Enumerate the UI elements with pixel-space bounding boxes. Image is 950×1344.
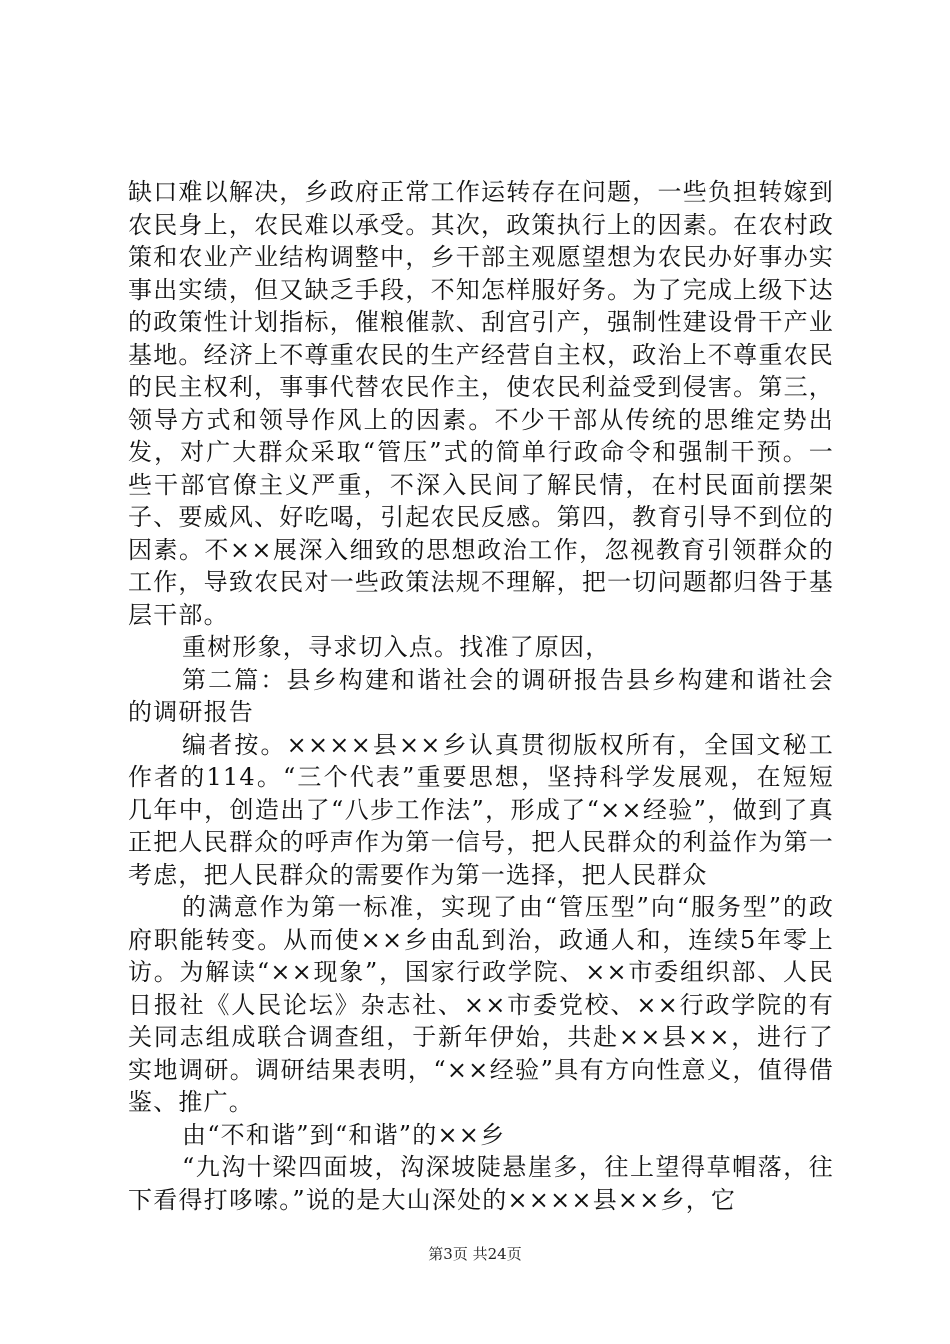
paragraph-editor-note: 编者按。××××县××乡认真贯彻版权所有，全国文秘工作者的114。“三个代表”重要思想，坚持科学发展观，在短短几年中，创造出了“八步工作法”，形成了“××经验”，做到了真正把人民群众的呼声作为第一信号，把人民群众的利益作为第一考虑，把人民群众的需要作为第一选择，把人民群众 xyxy=(128,730,834,889)
paragraph-rebuild-image: 重树形象，寻求切入点。找准了原因， xyxy=(182,633,611,661)
paragraph-causes: 缺口难以解决，乡政府正常工作运转存在问题，一些负担转嫁到农民身上，农民难以承受。其次，政策执行上的因素。在农村政策和农业产业结构调整中，乡干部主观愿望想为农民办好事办实事出实绩，但又缺乏手段，不知怎样服好务。为了完成上级下达的政策性计划指标，催粮催款、刮宫引产，强制性建设骨干产业基地。经济上不尊重农民的生产经营自主权，政治上不尊重农民的民主权利，事事代替农民作主，使农民利益受到侵害。第三，领导方式和领导作风上的因素。不少干部从传统的思维定势出发，对广大群众采取“管压”式的简单行政命令和强制干预。一些干部官僚主义严重，不深入民间了解民情，在村民面前摆架子、要威风、好吃喝，引起农民反感。第四，教育引导不到位的因素。不××展深入细致的思想政治工作，忽视教育引领群众的工作，导致农民对一些政策法规不理解，把一切问题都归咎于基层干部。 xyxy=(128,178,834,629)
subheading-from-discord-to-harmony: 由“不和谐”到“和谐”的××乡 xyxy=(182,1120,506,1149)
document-body xyxy=(128,176,834,1216)
paragraph-satisfaction: 的满意作为第一标准，实现了由“管压型”向“服务型”的政府职能转变。从而使××乡由乱到治，政通人和，连续5年零上访。为解读“××现象”，国家行政学院、××市委组织部、人民日报社《人民论坛》杂志社、××市委党校、××行政学院的有关同志组成联合调查组，于新年伊始，共赴××县××，进行了实地调研。调研结果表明，“××经验”具有方向性意义，值得借鉴、推广。 xyxy=(128,893,834,1116)
section-title: 第二篇：县乡构建和谐社会的调研报告县乡构建和谐社会的调研报告 xyxy=(128,665,834,726)
page-number-footer: 第3页 共24页 xyxy=(428,1245,522,1263)
paragraph-folk-saying: “九沟十梁四面坡，沟深坡陡悬崖多，往上望得草帽落，往下看得打哆嗦。”说的是大山深处的××××县××乡，它 xyxy=(128,1153,834,1214)
